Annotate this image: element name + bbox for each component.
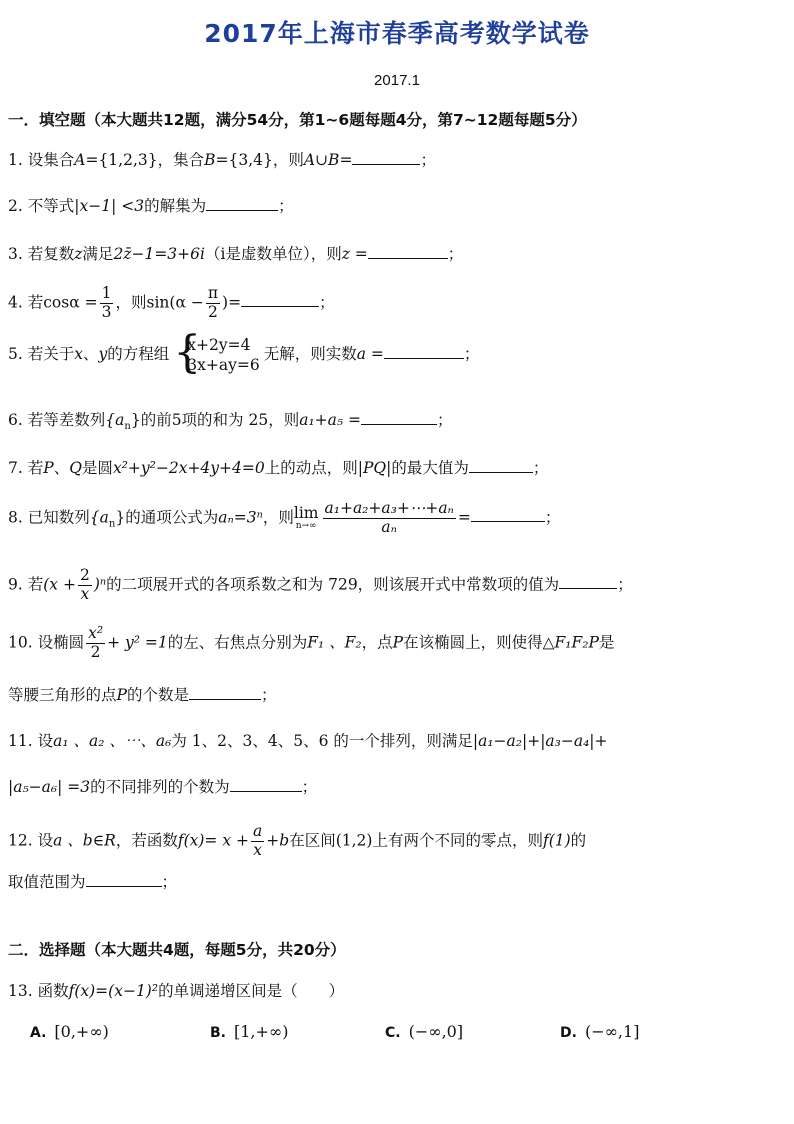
answer-blank[interactable] [230,777,302,792]
section-2-heading: 二．选择题（本大题共4题，每题5分，共20分） [8,941,346,959]
answer-blank[interactable] [384,344,464,359]
option-b[interactable]: B. [1,+∞) [210,1022,289,1041]
question-12-continued: 取值范围为 ； [8,873,178,891]
question-11: 11. 设a₁ 、a₂ 、⋯、a₆为 1、2、3、4、5、6 的一个排列，则满足|a₁−a₂|+|a₃−a₄|+ [8,732,608,750]
question-8: 8. 已知数列$\{a_n\}$的通项公式为aₙ=3ⁿ，则 lim n→∞ $\frac{\text{a₁+a₂+a₃+⋯+aₙ}}{\text{aₙ}}$ = ； [8,499,561,536]
answer-blank[interactable] [352,150,420,165]
question-3: 3. 若复数z满足2z̄−1=3+6i（i是虚数单位），则z = ； [8,245,464,263]
equation-system: { x+2y=4 3x+ay=6 [173,327,260,378]
exam-date: 2017.1 [374,72,420,89]
option-c[interactable]: C. (−∞,0] [385,1022,464,1041]
answer-blank[interactable] [241,292,319,307]
question-2: 2. 不等式|x−1| <3的解集为 ； [8,197,294,215]
answer-blank[interactable] [86,872,162,887]
exam-title: 2017年上海市春季高考数学试卷 [204,19,590,48]
answer-blank[interactable] [189,685,261,700]
question-1: 1. 设集合A={1,2,3}，集合B={3,4}，则A∪B= ； [8,151,436,169]
question-5: 5. 若关于x、y的方程组 { x+2y=4 3x+ay=6 无解，则实数a = ； [8,327,480,378]
answer-blank[interactable] [469,458,533,473]
answer-blank[interactable] [206,196,278,211]
question-6: 6. 若等差数列$\{a_n\}$的前5项的和为 25，则a₁+a₅ = ； [8,411,453,433]
answer-blank[interactable] [471,507,545,522]
limit-operator: lim n→∞ [293,504,319,531]
option-d[interactable]: D. (−∞,1] [560,1022,640,1041]
question-7: 7. 若P、Q是圆x²+y²−2x+4y+4=0上的动点，则|PQ|的最大值为 ； [8,459,549,477]
question-10: 10. 设椭圆 $\frac{\text{x²}}{2}$ + y² =1的左、右焦点分别为F₁ 、F₂，点P在该椭圆上，则使得△F₁F₂P是 [8,624,615,661]
question-9: 9. 若(x + $\frac{2}{x}$ )ⁿ的二项展开式的各项系数之和为 729，则该展开式中常数项的值为 ； [8,566,633,603]
answer-blank[interactable] [559,574,617,589]
question-10-continued: 等腰三角形的点P的个数是 ； [8,686,277,704]
answer-blank[interactable] [368,244,448,259]
option-a[interactable]: A. [0,+∞) [30,1022,109,1041]
question-12: 12. 设a 、b∈R，若函数f(x)= x + $\frac{a}{x}$ +b在区间(1,2)上有两个不同的零点，则f(1)的 [8,822,587,859]
section-1-heading: 一．填空题（本大题共12题，满分54分，第1~6题每题4分，第7~12题每题5分） [8,111,587,129]
answer-blank[interactable] [361,410,437,425]
question-13: 13. 函数f(x)=(x−1)²的单调递增区间是（ ） [8,982,345,1000]
question-11-continued: |a₅−a₆| =3的不同排列的个数为 ； [8,778,318,796]
question-4: 4. 若cosα = $\frac{1}{3}$ ，则sin(α − $\frac{\pi}{2}$ )= ； [8,284,335,321]
